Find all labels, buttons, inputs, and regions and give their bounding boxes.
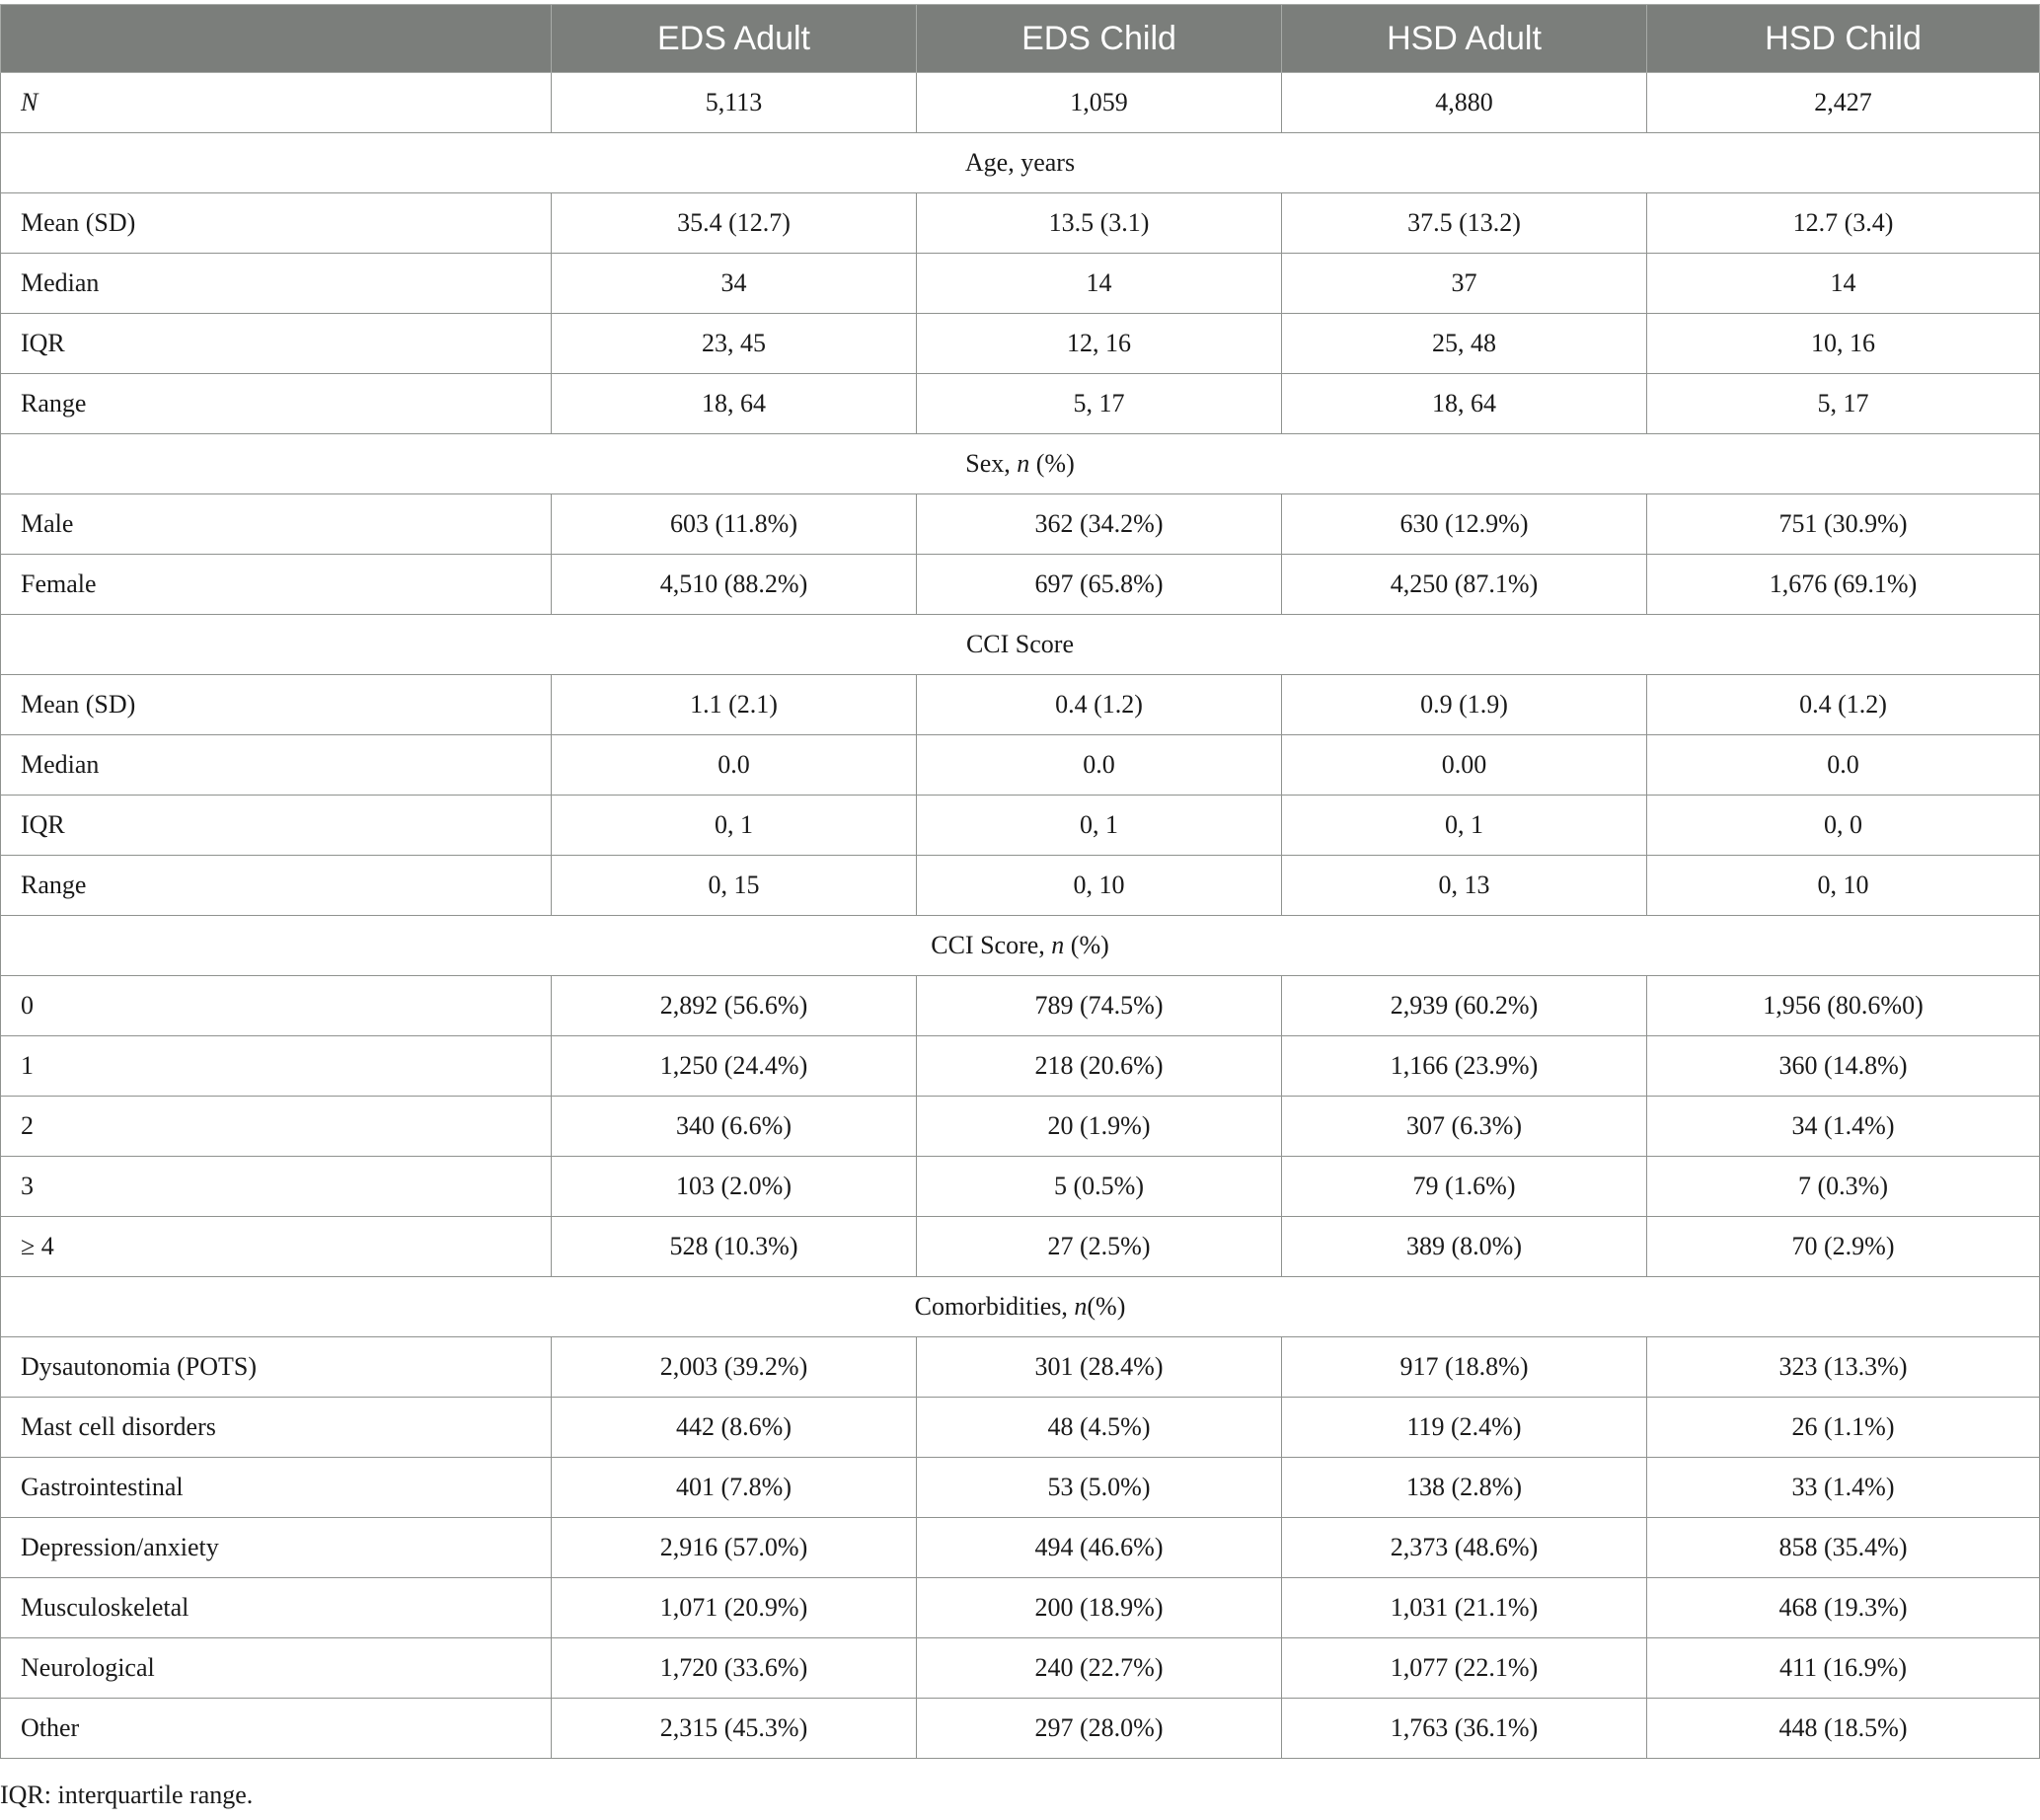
header-cell-blank xyxy=(1,5,552,73)
table-cell: 603 (11.8%) xyxy=(552,494,917,555)
table-cell: 1.1 (2.1) xyxy=(552,675,917,735)
table-row xyxy=(1,1398,2040,1458)
section-title-suffix: (%) xyxy=(1029,449,1075,478)
header-hsd-adult: HSD Adult xyxy=(1282,5,1647,73)
table-cell: 0, 1 xyxy=(552,796,917,856)
table-cell: 7 (0.3%) xyxy=(1647,1157,2040,1217)
table-cell: 401 (7.8%) xyxy=(552,1458,917,1518)
section-title xyxy=(1,434,2040,494)
table-cell: 448 (18.5%) xyxy=(1647,1699,2040,1759)
table-row xyxy=(1,976,2040,1036)
table-cell: 1,071 (20.9%) xyxy=(552,1578,917,1638)
table-row xyxy=(1,735,2040,796)
table-cell: 26 (1.1%) xyxy=(1647,1398,2040,1458)
table-cell: 79 (1.6%) xyxy=(1282,1157,1647,1217)
table-row xyxy=(1,1157,2040,1217)
table-cell: 23, 45 xyxy=(552,314,917,374)
row-label: Median xyxy=(1,254,552,314)
table-cell: 35.4 (12.7) xyxy=(552,193,917,254)
table-cell: 0, 0 xyxy=(1647,796,2040,856)
row-label: Mean (SD) xyxy=(1,675,552,735)
table-cell: 138 (2.8%) xyxy=(1282,1458,1647,1518)
table-cell: 1,077 (22.1%) xyxy=(1282,1638,1647,1699)
section-title: Age, years xyxy=(1,133,2040,193)
table-cell: 33 (1.4%) xyxy=(1647,1458,2040,1518)
table-cell: 37.5 (13.2) xyxy=(1282,193,1647,254)
table-cell: 2,939 (60.2%) xyxy=(1282,976,1647,1036)
table-cell: 0, 10 xyxy=(917,856,1282,916)
table-cell: 4,880 xyxy=(1282,73,1647,133)
table-cell: 751 (30.9%) xyxy=(1647,494,2040,555)
section-title-italic: n xyxy=(1017,449,1030,478)
row-label: Mast cell disorders xyxy=(1,1398,552,1458)
table-row xyxy=(1,1578,2040,1638)
table-cell: 2,427 xyxy=(1647,73,2040,133)
table-cell: 34 (1.4%) xyxy=(1647,1097,2040,1157)
table-cell: 697 (65.8%) xyxy=(917,555,1282,615)
header-hsd-child: HSD Child xyxy=(1647,5,2040,73)
table-row xyxy=(1,1097,2040,1157)
table-cell: 1,250 (24.4%) xyxy=(552,1036,917,1097)
table-cell: 0, 1 xyxy=(1282,796,1647,856)
table-cell: 14 xyxy=(1647,254,2040,314)
table-cell: 5,113 xyxy=(552,73,917,133)
table-cell: 1,676 (69.1%) xyxy=(1647,555,2040,615)
table-row xyxy=(1,1518,2040,1578)
table-cell: 0.0 xyxy=(1647,735,2040,796)
table-row xyxy=(1,254,2040,314)
table-cell: 411 (16.9%) xyxy=(1647,1638,2040,1699)
table-cell: 12.7 (3.4) xyxy=(1647,193,2040,254)
row-label: Neurological xyxy=(1,1638,552,1699)
section-title-prefix: CCI Score, xyxy=(931,931,1052,959)
table-cell: 1,956 (80.6%0) xyxy=(1647,976,2040,1036)
section-header-cci xyxy=(1,615,2040,675)
table-row xyxy=(1,555,2040,615)
table-cell: 4,510 (88.2%) xyxy=(552,555,917,615)
table-cell: 119 (2.4%) xyxy=(1282,1398,1647,1458)
table-cell: 13.5 (3.1) xyxy=(917,193,1282,254)
section-title-prefix: Comorbidities, xyxy=(914,1292,1075,1321)
table-cell: 0.0 xyxy=(552,735,917,796)
table-row xyxy=(1,1699,2040,1759)
demographics-table xyxy=(0,4,2040,1759)
table-cell: 307 (6.3%) xyxy=(1282,1097,1647,1157)
section-title-suffix: (%) xyxy=(1087,1292,1126,1321)
table-cell: 2,003 (39.2%) xyxy=(552,1337,917,1398)
header-eds-child: EDS Child xyxy=(917,5,1282,73)
table-row xyxy=(1,1036,2040,1097)
table-row xyxy=(1,1458,2040,1518)
header-eds-adult: EDS Adult xyxy=(552,5,917,73)
table-cell: 1,031 (21.1%) xyxy=(1282,1578,1647,1638)
table-cell: 2,892 (56.6%) xyxy=(552,976,917,1036)
table-cell: 14 xyxy=(917,254,1282,314)
table-cell: 20 (1.9%) xyxy=(917,1097,1282,1157)
section-title: CCI Score xyxy=(1,615,2040,675)
table-cell: 0, 13 xyxy=(1282,856,1647,916)
row-label: 2 xyxy=(1,1097,552,1157)
row-label: Other xyxy=(1,1699,552,1759)
table-row xyxy=(1,314,2040,374)
table-cell: 18, 64 xyxy=(552,374,917,434)
table-cell: 362 (34.2%) xyxy=(917,494,1282,555)
row-label: IQR xyxy=(1,796,552,856)
table-cell: 48 (4.5%) xyxy=(917,1398,1282,1458)
table-row xyxy=(1,193,2040,254)
table-cell: 323 (13.3%) xyxy=(1647,1337,2040,1398)
table-cell: 200 (18.9%) xyxy=(917,1578,1282,1638)
section-title xyxy=(1,916,2040,976)
table-cell: 5 (0.5%) xyxy=(917,1157,1282,1217)
table-cell: 218 (20.6%) xyxy=(917,1036,1282,1097)
row-label: 3 xyxy=(1,1157,552,1217)
table-row xyxy=(1,494,2040,555)
table-row xyxy=(1,796,2040,856)
table-cell: 0, 15 xyxy=(552,856,917,916)
row-label: IQR xyxy=(1,314,552,374)
section-header-age xyxy=(1,133,2040,193)
row-label: Gastrointestinal xyxy=(1,1458,552,1518)
row-label: Median xyxy=(1,735,552,796)
table-cell: 360 (14.8%) xyxy=(1647,1036,2040,1097)
row-label: Mean (SD) xyxy=(1,193,552,254)
table-cell: 468 (19.3%) xyxy=(1647,1578,2040,1638)
section-header-cci-n xyxy=(1,916,2040,976)
section-header-sex xyxy=(1,434,2040,494)
table-row xyxy=(1,1638,2040,1699)
table-row xyxy=(1,856,2040,916)
table-cell: 389 (8.0%) xyxy=(1282,1217,1647,1277)
table-cell: 10, 16 xyxy=(1647,314,2040,374)
table-cell: 1,763 (36.1%) xyxy=(1282,1699,1647,1759)
table-cell: 1,720 (33.6%) xyxy=(552,1638,917,1699)
table-cell: 12, 16 xyxy=(917,314,1282,374)
table-cell: 858 (35.4%) xyxy=(1647,1518,2040,1578)
section-title-prefix: Sex, xyxy=(965,449,1018,478)
table-cell: 0.9 (1.9) xyxy=(1282,675,1647,735)
table-cell: 1,059 xyxy=(917,73,1282,133)
table-row xyxy=(1,1217,2040,1277)
table-cell: 297 (28.0%) xyxy=(917,1699,1282,1759)
table-cell: 0, 1 xyxy=(917,796,1282,856)
table-footnote: IQR: interquartile range. xyxy=(0,1781,254,1809)
row-label: Musculoskeletal xyxy=(1,1578,552,1638)
table-row xyxy=(1,1337,2040,1398)
table-cell: 27 (2.5%) xyxy=(917,1217,1282,1277)
table-cell: 240 (22.7%) xyxy=(917,1638,1282,1699)
table-cell: 340 (6.6%) xyxy=(552,1097,917,1157)
row-label: Depression/anxiety xyxy=(1,1518,552,1578)
row-label: Male xyxy=(1,494,552,555)
section-header-comorbidities xyxy=(1,1277,2040,1337)
row-label: Range xyxy=(1,374,552,434)
table-header xyxy=(1,5,2040,73)
section-title-italic: n xyxy=(1051,931,1065,959)
row-label: ≥ 4 xyxy=(1,1217,552,1277)
table-cell: 0.4 (1.2) xyxy=(917,675,1282,735)
section-title-italic: n xyxy=(1074,1292,1088,1321)
table-cell: 37 xyxy=(1282,254,1647,314)
row-label: Female xyxy=(1,555,552,615)
row-label: N xyxy=(1,73,552,133)
row-label: Dysautonomia (POTS) xyxy=(1,1337,552,1398)
section-title-suffix: (%) xyxy=(1064,931,1109,959)
table-cell: 1,166 (23.9%) xyxy=(1282,1036,1647,1097)
table-row xyxy=(1,374,2040,434)
table-cell: 630 (12.9%) xyxy=(1282,494,1647,555)
table-cell: 103 (2.0%) xyxy=(552,1157,917,1217)
row-label: 0 xyxy=(1,976,552,1036)
table-cell: 34 xyxy=(552,254,917,314)
header-row xyxy=(1,5,2040,73)
row-label: Range xyxy=(1,856,552,916)
table-cell: 0.00 xyxy=(1282,735,1647,796)
table-cell: 494 (46.6%) xyxy=(917,1518,1282,1578)
table-cell: 0, 10 xyxy=(1647,856,2040,916)
table-cell: 528 (10.3%) xyxy=(552,1217,917,1277)
table-cell: 917 (18.8%) xyxy=(1282,1337,1647,1398)
table-row-n xyxy=(1,73,2040,133)
section-title xyxy=(1,1277,2040,1337)
table-cell: 0.0 xyxy=(917,735,1282,796)
table-cell: 301 (28.4%) xyxy=(917,1337,1282,1398)
table-cell: 2,315 (45.3%) xyxy=(552,1699,917,1759)
table-cell: 2,373 (48.6%) xyxy=(1282,1518,1647,1578)
table-cell: 0.4 (1.2) xyxy=(1647,675,2040,735)
table-cell: 25, 48 xyxy=(1282,314,1647,374)
row-label: 1 xyxy=(1,1036,552,1097)
table-cell: 5, 17 xyxy=(1647,374,2040,434)
table-cell: 789 (74.5%) xyxy=(917,976,1282,1036)
table-container xyxy=(0,4,2040,1759)
table-cell: 442 (8.6%) xyxy=(552,1398,917,1458)
table-cell: 2,916 (57.0%) xyxy=(552,1518,917,1578)
table-cell: 4,250 (87.1%) xyxy=(1282,555,1647,615)
table-row xyxy=(1,675,2040,735)
table-cell: 70 (2.9%) xyxy=(1647,1217,2040,1277)
table-cell: 53 (5.0%) xyxy=(917,1458,1282,1518)
table-cell: 18, 64 xyxy=(1282,374,1647,434)
table-cell: 5, 17 xyxy=(917,374,1282,434)
